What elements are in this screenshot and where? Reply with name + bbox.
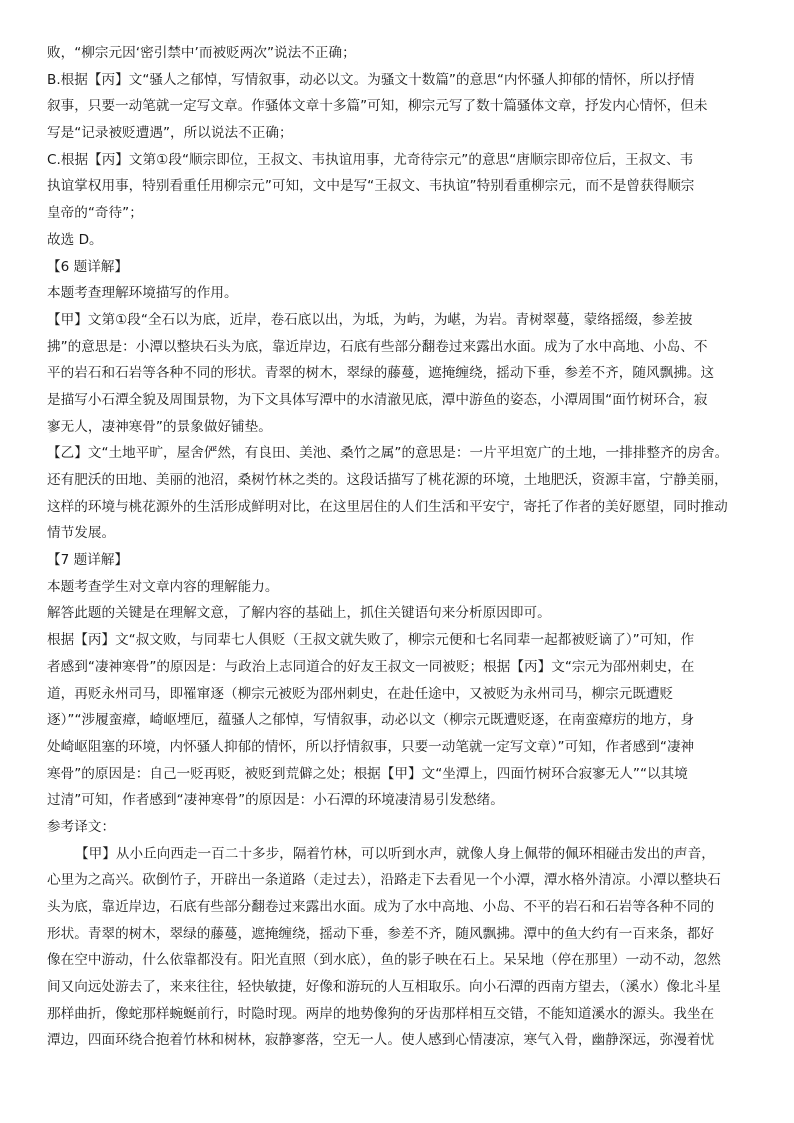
text-line: 【甲】文第①段“全石以为底，近岸，卷石底以出，为坻，为屿，为嵁，为岩。青树翠蔓，蒙络摇缀，参差披 [47, 311, 693, 328]
text-line: 是描写小石潭全貌及周围景物，为下文具体写潭中的水清澈见底，潭中游鱼的姿态，小潭周围“面竹树环合，寂 [47, 391, 708, 408]
text-line: 心里为之高兴。砍倒竹子，开辟出一条道路（走过去），沿路走下去看见一个小潭，潭水格外清凉。小潭以整块石 [47, 872, 721, 889]
text-line: 执谊掌权用事，特别看重任用柳宗元”可知，文中是写“王叔文、韦执谊”特别看重柳宗元，而不是曾获得顺宗 [47, 178, 695, 195]
text-line: 解答此题的关键是在理解文意，了解内容的基础上，抓住关键语句来分析原因即可。 [47, 605, 551, 622]
text-line: 根据【丙】文“叔文败，与同辈七人俱贬（王叔文就失败了，柳宗元便和七名同辈一起都被贬谪了）”可知，作 [47, 632, 695, 649]
text-line: 本题考查学生对文章内容的理解能力。 [47, 578, 279, 595]
text-line: 逐）”“涉履蛮瘴，崎岖堙厄，蕴骚人之郁悼，写情叙事，动必以文（柳宗元既遭贬逐，在南蛮瘴疠的地方，身 [47, 712, 695, 729]
text-line: 处崎岖阻塞的环境，内怀骚人抑郁的情怀，所以抒情叙事，只要一动笔就一定写文章）”可知，作者感到“凄神 [47, 738, 695, 755]
text-line: 【甲】从小丘向西走一百二十多步，隔着竹林，可以听到水声，就像人身上佩带的佩环相碰击发出的声音， [75, 845, 715, 862]
text-line: 者感到“凄神寒骨”的原因是：与政治上志同道合的好友王叔文一同被贬；根据【丙】文“宗元为邵州刺史，在 [47, 658, 695, 675]
text-line: 间又向远处游去了，来来往往，轻快敏捷，好像和游玩的人互相取乐。向小石潭的西南方望去，（溪水）像北斗星 [47, 979, 721, 996]
text-line: B.根据【丙】文“骚人之郁悼，写情叙事，动必以文。为骚文十数篇”的意思“内怀骚人抑郁的情怀，所以抒情 [47, 71, 695, 88]
text-line: 【乙】文“土地平旷，屋舍俨然，有良田、美池、桑竹之属”的意思是：一片平坦宽广的土地，一排排整齐的房舍。 [47, 445, 729, 462]
text-line: 这样的环境与桃花源外的生活形成鲜明对比，在这里居住的人们生活和平安宁，寄托了作者的美好愿望，同时推动 [47, 498, 728, 515]
text-line: C.根据【丙】文第①段“顺宗即位，王叔文、韦执谊用事，尤奇待宗元”的意思“唐顺宗即帝位后，王叔文、韦 [47, 151, 694, 168]
text-line: 情节发展。 [47, 525, 116, 542]
text-line: 寒骨”的原因是：自己一贬再贬，被贬到荒僻之处；根据【甲】文“坐潭上，四面竹树环合寂寥无人”“以其境 [47, 765, 688, 782]
text-line: 平的岩石和石岩等各种不同的形状。青翠的树木，翠绿的藤蔓，遮掩缠绕，摇动下垂，参差不齐，随风飘拂。这 [47, 365, 715, 382]
text-line: 形状。青翠的树木，翠绿的藤蔓，遮掩缠绕，摇动下垂，参差不齐，随风飘拂。潭中的鱼大约有一百来条，都好 [47, 925, 715, 942]
text-line: 写是“记录被贬遭遇”，所以说法不正确； [47, 125, 293, 142]
text-line: 败，“柳宗元因‘密引禁中’而被贬两次”说法不正确； [47, 45, 356, 61]
text-line: 叙事，只要一动笔就一定写文章。作骚体文章十多篇”可知，柳宗元写了数十篇骚体文章，抒发内心情怀，但未 [47, 98, 708, 115]
text-line: 还有肥沃的田地、美丽的池沼，桑树竹林之类的。这段话描写了桃花源的环境，土地肥沃，资源丰富，宁静美丽， [47, 472, 728, 488]
document-page [47, 40, 753, 1054]
text-line: 道，再贬永州司马，即罹窜逐（柳宗元被贬为邵州刺史，在赴任途中，又被贬为永州司马，柳宗元既遭贬 [47, 685, 674, 702]
text-line: 本题考查理解环境描写的作用。 [47, 285, 238, 302]
section-heading: 参考译文： [47, 818, 116, 835]
text-line: 皇帝的“奇待”； [47, 205, 143, 222]
section-heading: 【7 题详解】 [47, 552, 129, 569]
text-line: 那样曲折，像蛇那样蜿蜒前行，时隐时现。两岸的地势像狗的牙齿那样相互交错，不能知道溪水的源头。我坐在 [47, 1005, 715, 1022]
text-line: 过清”可知，作者感到“凄神寒骨”的原因是：小石潭的环境凄清易引发愁绪。 [47, 792, 504, 809]
section-heading: 【6 题详解】 [47, 258, 129, 275]
text-line: 拂”的意思是：小潭以整块石头为底，靠近岸边，石底有些部分翻卷过来露出水面。成为了水中高地、小岛、不 [47, 338, 708, 355]
text-line: 潭边，四面环绕合抱着竹林和树林，寂静寥落，空无一人。使人感到心情凄凉，寒气入骨，幽静深远，弥漫着忧 [47, 1032, 715, 1049]
text-line: 头为底，靠近岸边，石底有些部分翻卷过来露出水面。成为了水中高地、小岛、不平的岩石和石岩等各种不同的 [47, 899, 715, 915]
text-line: 故选 D。 [47, 231, 103, 248]
text-line: 像在空中游动，什么依靠都没有。阳光直照（到水底），鱼的影子映在石上。呆呆地（停在那里）一动不动，忽然 [47, 952, 721, 969]
text-line: 寥无人，凄神寒骨”的景象做好铺垫。 [47, 418, 272, 435]
